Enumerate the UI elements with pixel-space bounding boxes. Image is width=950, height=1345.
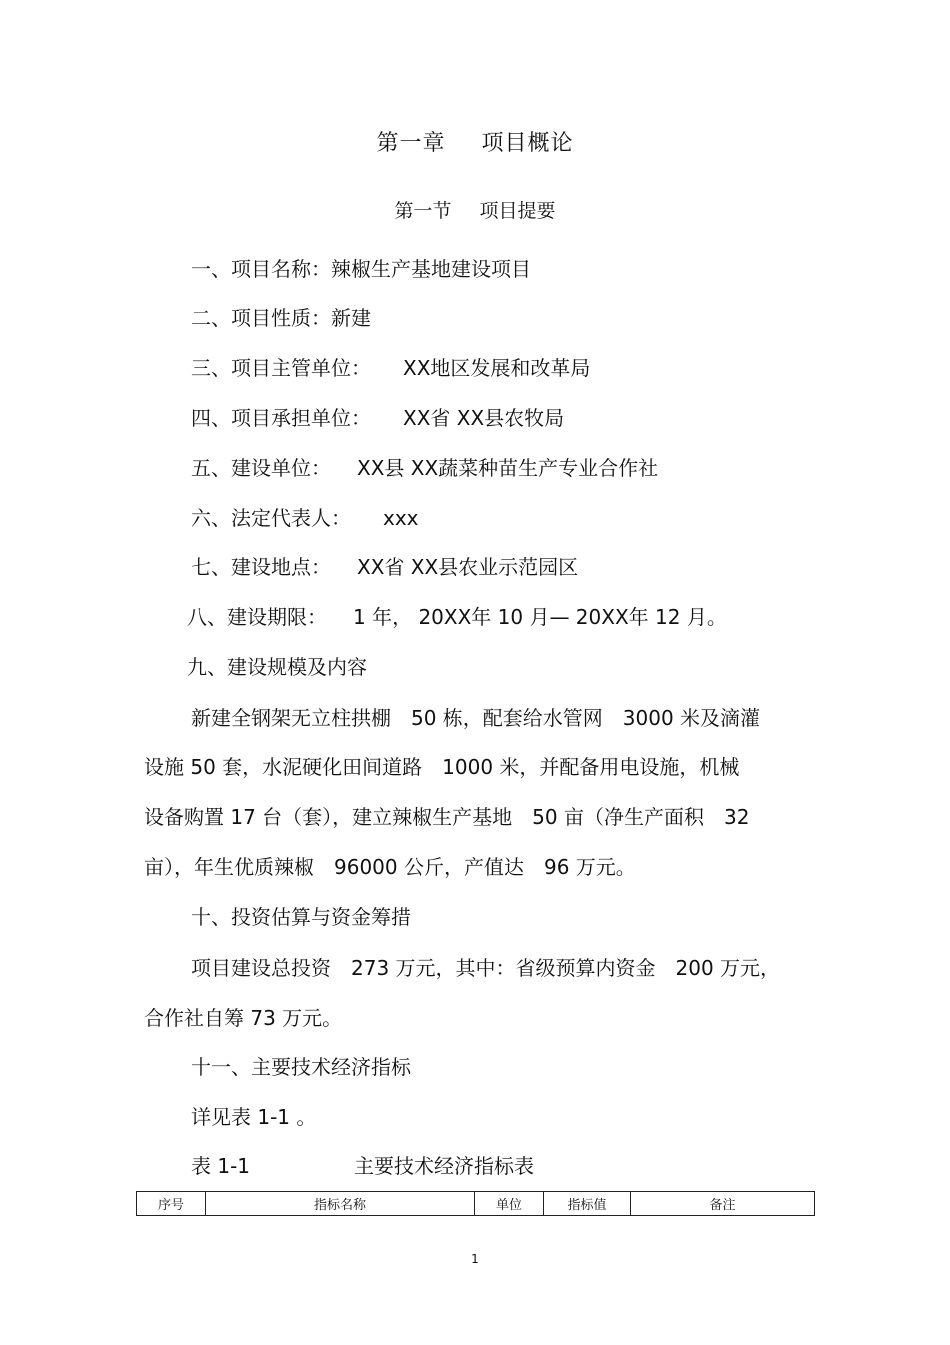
chapter-number: 第一章 [376,131,446,156]
chapter-name: 项目概论 [481,131,574,156]
item-label: 三、项目主管单位： [191,356,371,380]
section-number: 第一节 [394,200,452,222]
section-title [0,196,950,223]
item-label: 六、法定代表人： [191,506,351,530]
item-label: 四、项目承担单位： [191,406,371,430]
table-title: 主要技术经济指标表 [354,1154,535,1178]
item-project-nature [191,304,371,332]
item-label: 五、建设单位： [191,456,331,480]
chapter-title [0,126,950,157]
header-unit: 单位 [475,1192,544,1216]
item-value: XX省 XX县农业示范园区 [357,555,579,579]
indicators-note: 详见表 1-1 。 [191,1105,317,1129]
item-value: xxx [383,506,419,530]
header-index: 序号 [137,1192,206,1216]
item-value: XX省 XX县农牧局 [403,406,565,430]
table-number: 表 1-1 [191,1154,251,1178]
scale-line-2: 设施 50 套，水泥硬化田间道路 1000 米，并配备用电设施，机械 [144,755,740,779]
item-project-name [191,255,531,283]
item-label: 八、建设期限： [187,605,327,629]
item-label: 二、项目性质： [191,306,331,330]
item-construction-site [191,553,578,581]
item-construction-unit [191,454,658,482]
scale-line-3: 设备购置 17 台（套），建立辣椒生产基地 50 亩（净生产面积 32 [144,805,750,829]
scale-heading: 九、建设规模及内容 [187,655,367,679]
item-construction-period [187,603,727,631]
table-header-row [137,1192,815,1216]
indicators-heading: 十一、主要技术经济指标 [191,1055,411,1079]
investment-line-2: 合作社自筹 73 万元。 [144,1006,343,1030]
investment-heading: 十、投资估算与资金筹措 [191,905,411,929]
investment-line-1: 项目建设总投资 273 万元，其中：省级预算内资金 200 万元， [191,956,781,980]
scale-line-1: 新建全钢架无立柱拱棚 50 栋，配套给水管网 3000 米及滴灌 [191,706,761,730]
header-indicator-value: 指标值 [544,1192,631,1216]
item-value: XX地区发展和改革局 [403,356,591,380]
header-remarks: 备注 [631,1192,815,1216]
indicators-table [136,1191,815,1216]
item-undertaking-unit [191,404,564,432]
item-value: XX县 XX蔬菜种苗生产专业合作社 [357,456,659,480]
item-legal-representative [191,504,419,532]
section-name: 项目提要 [479,200,556,222]
page-number: 1 [471,1252,479,1266]
item-supervising-unit [191,354,590,382]
table-caption [191,1152,534,1180]
item-label: 七、建设地点： [191,555,331,579]
scale-line-4: 亩），年生优质辣椒 96000 公斤，产值达 96 万元。 [144,855,636,879]
item-value: 1 年， 20XX年 10 月— 20XX年 12 月。 [353,605,727,629]
item-label: 一、项目名称： [191,257,331,281]
item-value: 辣椒生产基地建设项目 [331,257,531,281]
item-value: 新建 [331,306,371,330]
header-indicator-name: 指标名称 [206,1192,475,1216]
